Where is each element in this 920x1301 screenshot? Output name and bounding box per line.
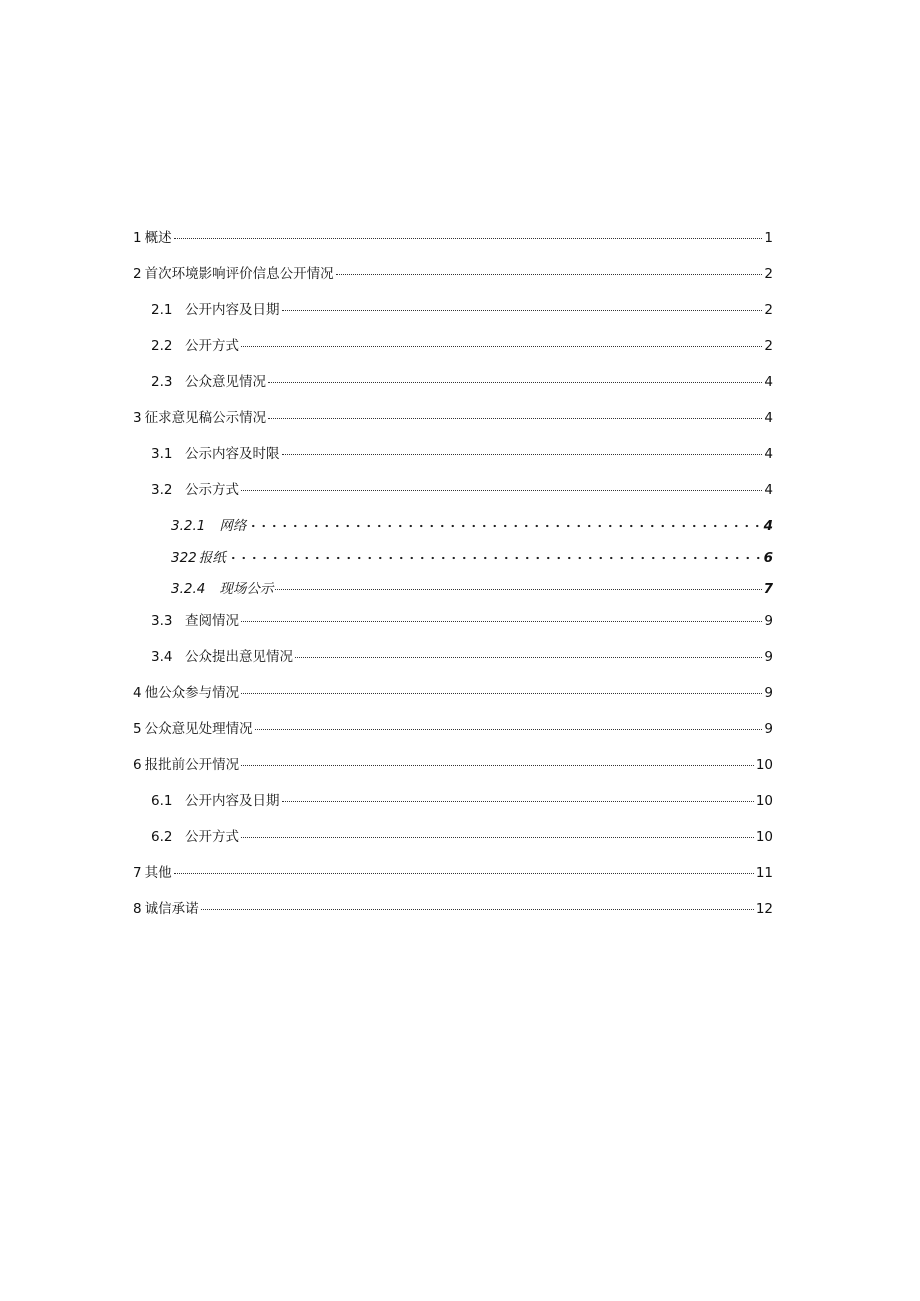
toc-page-number: 9	[764, 648, 773, 665]
toc-number: 6.1	[151, 792, 173, 809]
toc-entry-5[interactable]	[133, 717, 773, 753]
toc-number: 3.1	[151, 446, 173, 462]
toc-page-number: 10	[755, 828, 773, 845]
toc-entry-2-2[interactable]	[133, 334, 773, 370]
toc-number: 2.2	[151, 338, 173, 354]
toc-entry-3-4[interactable]	[133, 645, 773, 681]
toc-title: 公开内容及日期	[185, 792, 280, 809]
toc-title: 首次环境影响评价信息公开情况	[144, 266, 334, 282]
toc-page-number: 6	[763, 549, 773, 566]
dot-leader	[275, 589, 761, 590]
toc-title: 网络	[219, 518, 247, 534]
dot-leader	[201, 909, 754, 910]
toc-page-number: 10	[755, 756, 773, 773]
toc-entry-2-1[interactable]	[133, 298, 773, 334]
toc-number: 322	[171, 549, 197, 566]
toc-entry-3-2-1[interactable]	[133, 514, 773, 546]
toc-number: 6	[133, 756, 142, 773]
toc-number: 6.2	[151, 828, 173, 845]
toc-title: 公开方式	[185, 828, 239, 845]
toc-number: 2.3	[151, 374, 173, 390]
toc-page-number: 2	[764, 302, 773, 318]
toc-number: 3	[133, 410, 142, 426]
toc-number: 8	[133, 900, 142, 917]
toc-entry-8[interactable]	[133, 897, 773, 933]
toc-title: 公示内容及时限	[185, 446, 280, 462]
toc-number: 4	[133, 684, 142, 701]
toc-entry-6-1[interactable]	[133, 789, 773, 825]
toc-page-number: 9	[764, 612, 773, 629]
toc-title: 他公众参与情况	[144, 684, 240, 701]
toc-number: 3.2.1	[171, 518, 206, 534]
toc-entry-2-3[interactable]	[133, 370, 773, 406]
dot-leader	[282, 454, 763, 455]
toc-title: 公众意见处理情况	[144, 720, 253, 737]
toc-number: 2	[133, 266, 142, 282]
dot-leader	[336, 274, 763, 275]
toc-page-number: 4	[764, 410, 773, 426]
toc-entry-7[interactable]	[133, 861, 773, 897]
dot-leader	[282, 310, 763, 311]
toc-number: 3.2.4	[171, 581, 206, 597]
toc-page-number: 2	[764, 266, 773, 282]
toc-page-number: 2	[764, 338, 773, 354]
toc-entry-2[interactable]	[133, 262, 773, 298]
toc-entry-3[interactable]	[133, 406, 773, 442]
dot-leader	[255, 729, 763, 730]
toc-title: 公开方式	[185, 338, 239, 354]
dot-leader	[295, 657, 762, 658]
toc-entry-1[interactable]	[133, 226, 773, 262]
dot-leader	[268, 418, 762, 419]
toc-entry-3-1[interactable]	[133, 442, 773, 478]
dot-leader	[268, 382, 762, 383]
toc-page-number: 1	[764, 230, 773, 246]
toc-title: 征求意见稿公示情况	[144, 410, 267, 426]
dot-leader	[248, 524, 761, 528]
toc-page-number: 4	[763, 518, 773, 534]
toc-number: 2.1	[151, 302, 173, 318]
toc-page-number: 4	[764, 482, 773, 498]
toc-title: 概述	[144, 230, 172, 246]
dot-leader	[241, 490, 762, 491]
dot-leader	[241, 346, 762, 347]
toc-title: 公众提出意见情况	[185, 648, 293, 665]
toc-title: 公众意见情况	[185, 374, 266, 390]
toc-entry-3-2-2[interactable]	[133, 546, 773, 578]
toc-page-number: 4	[764, 446, 773, 462]
toc-title: 报纸	[198, 549, 226, 566]
toc-number: 1	[133, 230, 142, 246]
toc-entry-3-3[interactable]	[133, 609, 773, 645]
toc-entry-3-2[interactable]	[133, 478, 773, 514]
toc-number: 7	[133, 864, 142, 881]
dot-leader	[282, 801, 754, 802]
toc-title: 报批前公开情况	[144, 756, 240, 773]
toc-page-number: 7	[763, 581, 773, 597]
dot-leader	[241, 693, 762, 694]
toc-entry-6[interactable]	[133, 753, 773, 789]
dot-leader	[174, 873, 754, 874]
toc-title: 其他	[144, 864, 172, 881]
dot-leader	[174, 238, 763, 239]
toc-title: 查阅情况	[185, 612, 239, 629]
dot-leader	[241, 765, 754, 766]
toc-page-number: 9	[764, 684, 773, 701]
toc-title: 现场公示	[219, 581, 274, 597]
toc-entry-4[interactable]	[133, 681, 773, 717]
toc-entry-3-2-4[interactable]	[133, 577, 773, 609]
dot-leader	[241, 837, 754, 838]
toc-number: 3.4	[151, 648, 173, 665]
toc-title: 诚信承诺	[144, 900, 199, 917]
dot-leader	[228, 556, 762, 560]
toc-entry-6-2[interactable]	[133, 825, 773, 861]
table-of-contents	[133, 226, 773, 933]
toc-number: 3.2	[151, 482, 173, 498]
toc-number: 5	[133, 720, 142, 737]
toc-page-number: 11	[755, 864, 773, 881]
toc-title: 公开内容及日期	[185, 302, 280, 318]
toc-page-number: 12	[755, 900, 773, 917]
toc-page-number: 4	[764, 374, 773, 390]
toc-page-number: 10	[755, 792, 773, 809]
toc-page-number: 9	[764, 720, 773, 737]
dot-leader	[241, 621, 762, 622]
toc-number: 3.3	[151, 612, 173, 629]
toc-title: 公示方式	[185, 482, 239, 498]
